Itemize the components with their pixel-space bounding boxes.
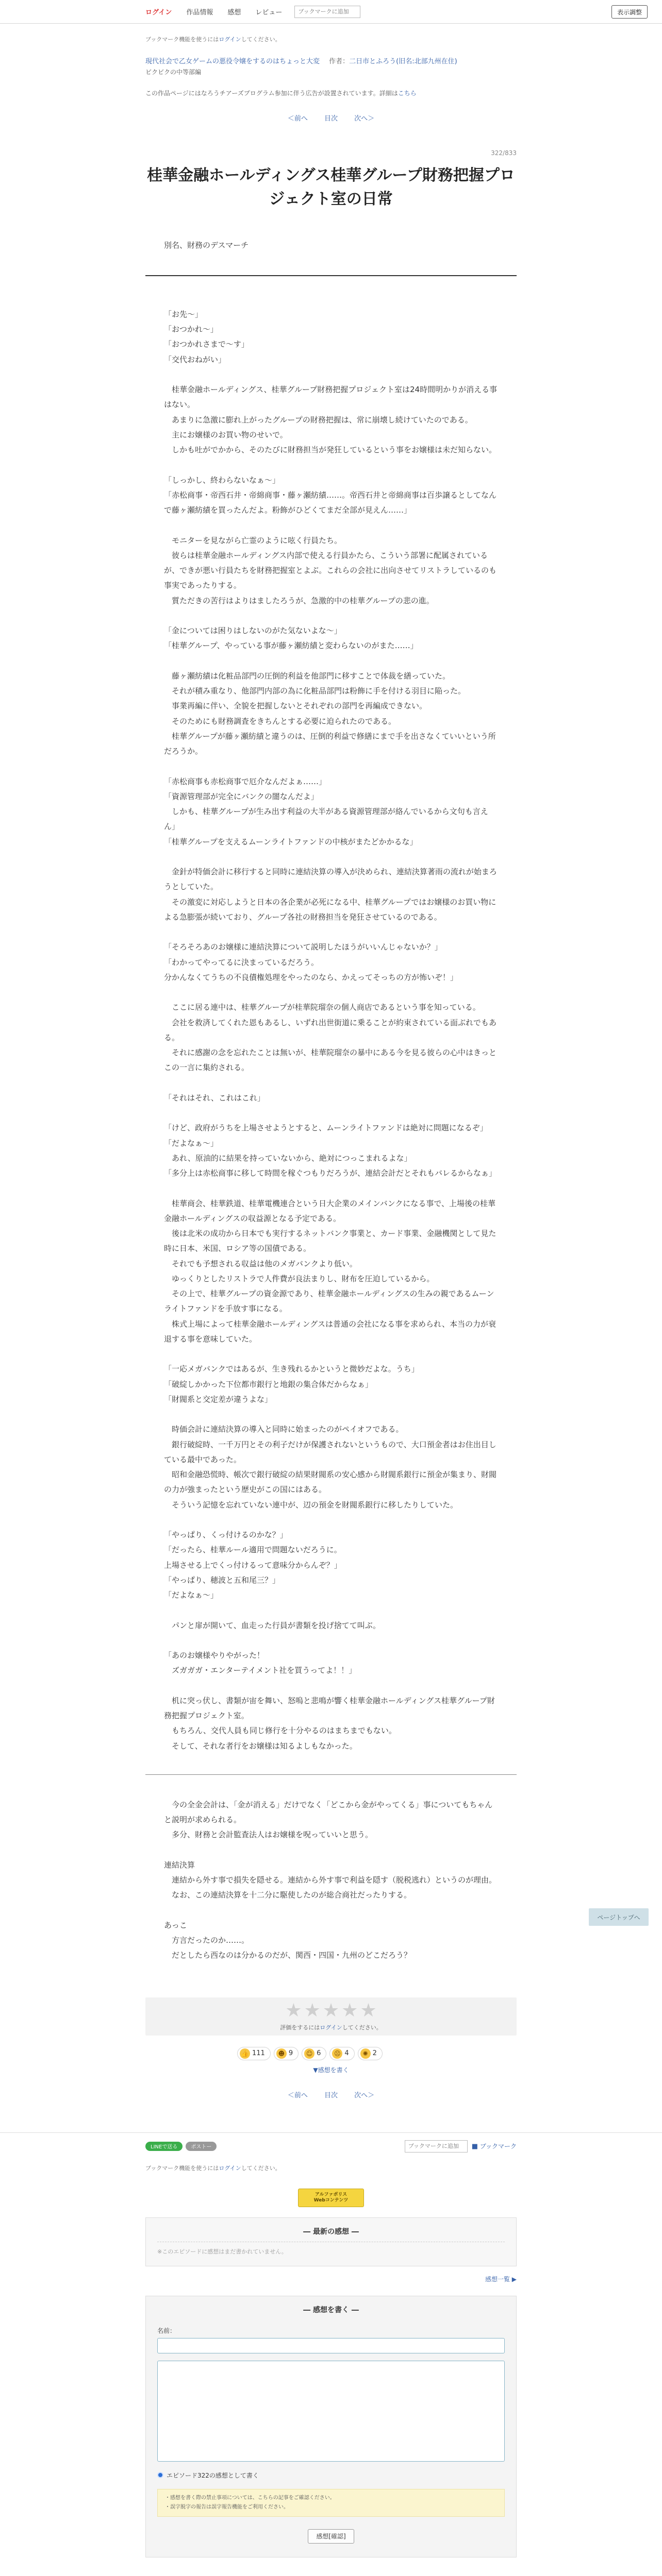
body-paragraph: 「多分上は赤松商事に移して時間を稼ぐつもりだろうが、連結会計だとそれもバレるからなぁ」	[164, 1168, 497, 1178]
episode-number: 322/833	[491, 149, 517, 157]
afterword-paragraph: なお、この連結決算を十二分に駆使したのが総合商社だったりする。	[164, 1890, 412, 1900]
star-icon[interactable]: ★	[304, 1999, 321, 2021]
body-paragraph	[164, 759, 498, 774]
body-paragraph: 「やっぱり、穂波と五和尾三？」	[164, 1575, 280, 1585]
reaction-button-laugh[interactable]	[274, 2047, 299, 2060]
promo-details-link[interactable]: こちら	[398, 89, 417, 97]
body-paragraph: あまりに急激に膨れ上がったグループの財務把握は、常に崩壊し続けていたのである。	[164, 415, 473, 425]
body-paragraph: 上場させる上でくっ付けるって意味分からんぞ？」	[164, 1560, 342, 1570]
body-paragraph: それでも予想される収益は他のメガバンクより低い。	[164, 1259, 357, 1268]
latest-impressions-box	[145, 2217, 517, 2266]
rating-stars	[285, 1999, 377, 2021]
body-paragraph: 桂華グループが藤ヶ瀬紡績と違うのは、圧倒的利益で修繕にまで手を出さなくていいという所だろうか。	[164, 731, 496, 756]
display-settings-button[interactable]: 表示調整	[611, 5, 648, 19]
nav-work-info[interactable]: 作品情報	[186, 9, 213, 16]
bookmark-input-bottom[interactable]	[405, 2140, 468, 2153]
body-paragraph	[164, 1407, 498, 1422]
body-paragraph: 「だったら、桂華ルール適用で問題ないだろうに。	[164, 1545, 342, 1555]
body-paragraph	[164, 1181, 498, 1196]
no-impressions-text: ※このエピソードに感想はまだ書かれていません。	[157, 2242, 505, 2256]
afterword-paragraph	[164, 1903, 498, 1918]
series-header	[145, 57, 517, 67]
reaction-count: 111	[252, 2049, 265, 2058]
body-paragraph: 「資源管理部が完全にバンクの闇なんだよ」	[164, 791, 319, 801]
line-share-button[interactable]: LINEで送る	[145, 2142, 183, 2151]
body-paragraph: 彼らは桂華金融ホールディングス内部で使える行員かたら、こういう部署に配属されているが、できが悪い行員たちを財務把握室とよぶ。これらの会社に出向させてリストラしているのも事実であったりする。	[164, 550, 497, 590]
body-paragraph: 会社を救済してくれた恩もあるし、いずれ出世街道に乗ることが約束されている面ぶれでもある。	[164, 1018, 497, 1042]
body-paragraph	[164, 850, 498, 865]
afterword-paragraph: だとしたら西なのは分かるのだが、関西・四国・九州のどこだろう？	[164, 1951, 412, 1960]
share-bar	[0, 2132, 662, 2153]
write-impression-form	[145, 2296, 517, 2557]
afterword-paragraph: あっこ	[164, 1920, 187, 1930]
body-paragraph: 桂華商会、桂華鉄道、桂華電機連合という日大企業のメインバンクになる事で、上場後の桂華金融ホールディングスの収益源となる予定である。	[164, 1198, 496, 1223]
episode-title: 桂華金融ホールディングス桂華グループ財務把握プロジェクト室の日常	[147, 166, 515, 209]
body-paragraph: 「けど、政府がうちを上場させようとすると、ムーンライトファンドは絶対に問題になるぞ」	[164, 1123, 488, 1133]
episode-body	[145, 307, 517, 1754]
alphapolis-banner[interactable]: アルファポリス Webコンテンツ	[298, 2189, 364, 2207]
body-paragraph: それが積み重なり、他部門内部の為に化粧品部門は粉飾に手を付ける羽目に陥った。	[164, 686, 466, 696]
page-top-button[interactable]: ページトップへ	[589, 1908, 649, 1926]
afterword-paragraph	[164, 1843, 498, 1858]
body-paragraph: 分かんなくてうちの不良債権処理をやったのなら、かえってそっちの方が怖いぞ！」	[164, 972, 458, 982]
clap-icon: ✺	[360, 2048, 371, 2059]
body-paragraph: そのためにも財務調査をきちんとする必要に迫られたのである。	[164, 716, 396, 726]
next-link[interactable]: 次へ＞	[354, 114, 375, 123]
afterword-paragraph: 連結決算	[164, 1860, 195, 1870]
impressions-list-link[interactable]: 感想一覧 ▶	[485, 2275, 517, 2283]
episode-pager-bottom	[145, 2090, 517, 2099]
name-label: 名前：	[157, 2327, 176, 2334]
write-impression-toggle[interactable]: ▼感想を書く	[313, 2066, 349, 2074]
thumbs-up-icon: 👍	[240, 2048, 250, 2059]
episode-preface: 別名、財務のデスマーチ	[164, 240, 249, 250]
preface-divider	[145, 275, 517, 276]
rating-login-link[interactable]: ログイン	[320, 2024, 342, 2031]
nav-reviews[interactable]: レビュー	[255, 9, 283, 16]
write-impression-heading: ― 感想を書く ―	[303, 2306, 359, 2314]
body-paragraph: 「赤松商事・帝西石井・帝綿商事・藤ヶ瀬紡績……。帝西石井と帝綿商事は百歩譲るとしてなんで藤ヶ瀬紡績を買ったんだよ。粉飾がひどくてまだ全部が見えん……」	[164, 490, 497, 515]
reaction-button-clap[interactable]	[358, 2047, 383, 2060]
body-paragraph	[164, 1513, 498, 1528]
body-paragraph: 「やっぱり、くっ付けるのかな？」	[164, 1530, 288, 1540]
afterword-paragraph: 連結から外す事で損失を隠せる。連結から外す事で利益を隠す（脱税逃れ）というのが理由。	[164, 1875, 497, 1885]
bookmark-icon: ■	[471, 2143, 478, 2151]
toc-link[interactable]: 目次	[324, 114, 338, 123]
checkbox-checked-icon[interactable]	[157, 2472, 163, 2478]
rating-login-note: 評価をするにはログインしてください。	[280, 2024, 382, 2031]
body-paragraph: 「一応メガバンクではあるが、生き残れるかというと微妙だよな。うち」	[164, 1364, 419, 1374]
author-link[interactable]: 二日市とふろう(旧名:北部九州在住)	[349, 58, 457, 65]
episode-checkbox-row[interactable]: エピソード322の感想として書く	[157, 2471, 505, 2480]
episode-pager-top	[145, 113, 517, 123]
body-paragraph	[164, 518, 498, 533]
body-paragraph	[164, 654, 498, 669]
next-link[interactable]: 次へ＞	[354, 2091, 375, 2099]
afterword-paragraph: 多分、財務と会計監査法人はお嬢様を呪っていいと思う。	[164, 1830, 373, 1840]
body-paragraph: 「だよなぁ～」	[164, 1138, 219, 1148]
body-paragraph: 「交代おねがい」	[164, 354, 226, 364]
bookmark-login-notice-bottom: ブックマーク機能を使うにはログインしてください。	[145, 2164, 281, 2172]
notice-login-link[interactable]: ログイン	[219, 36, 241, 43]
promo-notice: この作品ページにはなろうチアーズプログラム参加に伴う広告が設置されています。詳細はこちら	[145, 89, 417, 97]
body-paragraph: あれ、原油的に結果を持っていないから、絶対につっこまれるよな」	[164, 1153, 412, 1163]
body-paragraph: ゆっくりとしたリストラで人件費が良法まりし、財布を圧迫しているから。	[164, 1274, 435, 1283]
body-paragraph: 「あのお嬢様やりやがった！	[164, 1651, 265, 1660]
body-paragraph: 銀行破綻時、一千万円とその利子だけが保護されないというもので、大口預金者はお住出目している最中であった。	[164, 1439, 496, 1464]
crying-icon: ☹	[332, 2048, 342, 2059]
body-paragraph: モニターを見ながら亡霊のように呟く行員たち。	[164, 535, 342, 545]
login-link[interactable]: ログイン	[145, 9, 172, 16]
body-paragraph	[164, 1106, 498, 1121]
body-paragraph: 「桂華グループを支えるムーンライトファンドの中核がまたどかかるな」	[164, 837, 418, 846]
chapter-subtitle: ビクビクの中等部編	[145, 68, 202, 76]
prev-link[interactable]: ＜前へ	[287, 114, 308, 123]
body-paragraph: 株式上場によって桂華金融ホールディングスは普通の会社になる事を求められ、本当の力が衰退する事を意味していた。	[164, 1319, 496, 1344]
smile-icon: ☺	[304, 2048, 315, 2059]
body-paragraph: 「おつかれさまで～す」	[164, 340, 249, 349]
body-paragraph: 「金については困りはしないのがた気ないよな～」	[164, 626, 342, 636]
afterword-paragraph: 今の全金会計は、「金が消える」だけでなく「どこから金がやってくる」事についてもちゃんと説明が求められる。	[164, 1800, 493, 1825]
body-paragraph: その激変に対応しようと日本の各企業が必死になる中、桂華グループではお嬢様のお買い物による急膨張が続いており、グループ各社の財務担当を発狂させているのである。	[164, 897, 496, 922]
body-paragraph	[164, 608, 498, 623]
laugh-icon: ☻	[276, 2048, 287, 2059]
body-paragraph	[164, 985, 498, 1000]
series-title-link[interactable]: 現代社会で乙女ゲームの悪役令嬢をするのはちょっと大変	[145, 58, 320, 65]
body-paragraph	[164, 1679, 498, 1693]
reaction-count: 2	[372, 2049, 377, 2058]
body-paragraph: 時価会計に連結決算の導入と同時に始まったのがペイオフである。	[164, 1425, 404, 1434]
author-label: 作者：	[329, 58, 350, 65]
body-paragraph: 桂華金融ホールディングス、桂華グループ財務把握プロジェクト室は24時間明かりが消える事はない。	[164, 385, 498, 410]
reaction-button-thumbs-up[interactable]	[237, 2047, 271, 2060]
body-paragraph: 「破綻しかかった下位都市銀行と地銀の集合体だからなぁ」	[164, 1379, 373, 1389]
reaction-button-smile[interactable]	[302, 2047, 326, 2060]
reaction-buttons	[145, 2047, 517, 2060]
body-paragraph	[164, 1347, 498, 1362]
body-paragraph: しかも、桂華グループが生み出す利益の大半がある資源管理部が絡んでいるから文句も言えん」	[164, 807, 488, 832]
reaction-count: 4	[344, 2049, 349, 2058]
body-paragraph: 「だよなぁ～」	[164, 1590, 219, 1600]
body-paragraph	[164, 1076, 498, 1091]
x-post-button[interactable]: ポストー	[186, 2142, 217, 2151]
body-paragraph: 事業再編に伴い、全貌を把握しないとそれぞれの部門を再編成できない。	[164, 701, 427, 711]
body-paragraph: 「赤松商事も赤松商事で厄介なんだよぁ……」	[164, 776, 327, 786]
body-paragraph: パンと扉が開いて、血走った行員が書類を投げ捨てて叫ぶ。	[164, 1620, 381, 1630]
body-paragraph	[164, 457, 498, 472]
body-paragraph	[164, 367, 498, 382]
main-content	[145, 35, 517, 2099]
body-paragraph: もちろん、交代人員も同じ修行を十分やるのはまちまでもない。	[164, 1726, 396, 1736]
body-paragraph: 後は北米の成功から日本でも実行するネットバンク事業と、カード事業、金融機関として見た時に日本、米国、ロシア等の国債である。	[164, 1229, 496, 1253]
body-paragraph: そして、それな者行をお嬢様は知るよしもなかった。	[164, 1741, 357, 1751]
afterword-divider	[145, 1774, 517, 1775]
body-paragraph: 「桂華グループ、やっている事が藤ヶ瀬紡績と変わらないのがまた……」	[164, 641, 418, 651]
episode-afterword	[145, 1798, 517, 1963]
toc-link[interactable]: 目次	[324, 2091, 338, 2099]
submit-impression-button[interactable]: 感想[確認]	[308, 2529, 354, 2544]
latest-impressions-heading: ― 最新の感想 ―	[303, 2227, 359, 2236]
body-paragraph: 「しっかし、終わらないなぁ～」	[164, 475, 280, 485]
share-bar-inner	[145, 2140, 517, 2153]
body-paragraph: そういう記憶を忘れていない連中が、辺の預金を財閥系銀行に移したりしていた。	[164, 1500, 458, 1510]
body-paragraph: しかも吐がでかから、そのたびに財務担当が発狂しているという事をお嬢様は未だ知らない。	[164, 445, 497, 455]
body-paragraph: 「お先～」	[164, 309, 203, 319]
impression-rules-note: ・感想を書く際の禁止事項については、こちらの記事をご確認ください。 ・誤字脱字の報告は誤字報告機能をご利用ください。	[157, 2489, 505, 2517]
reaction-button-crying[interactable]	[329, 2047, 354, 2060]
body-paragraph	[164, 925, 498, 940]
body-paragraph: 机に突っ伏し、書類が宙を舞い、怒嗚と悲鳴が響く桂華金融ホールディングス桂華グループ財務把握プロジェクト室。	[164, 1696, 495, 1721]
afterword-paragraph: 方言だったのか……。	[164, 1936, 250, 1945]
body-paragraph: 金針が特価会計に移行すると同時に連結決算の導入が決められ、連結決算著雨の流れが始まろうとしていた。	[164, 867, 497, 892]
body-paragraph: 主にお嬢様のお買い物のせいで。	[164, 430, 288, 439]
star-icon[interactable]: ★	[360, 1999, 377, 2021]
prev-link[interactable]: ＜前へ	[287, 2091, 308, 2099]
body-paragraph: 「わかってやってるに決まっているだろう。	[164, 957, 319, 967]
top-nav	[145, 7, 289, 16]
body-paragraph: 「それはそれ、これはこれ」	[164, 1093, 265, 1103]
bookmark-login-notice: ブックマーク機能を使うにはログインしてください。	[145, 36, 281, 43]
body-paragraph: その上で、桂華グループの資金源であり、桂華金融ホールディングスの生みの親であるムーンライトファンドを手放す事になる。	[164, 1289, 494, 1314]
body-paragraph: 質ただきの苦行はよりはましたろうが、急激的中の桂華グループの悲の進。	[164, 596, 434, 605]
bookmark-input[interactable]	[294, 6, 360, 18]
rating-box	[145, 1997, 517, 2036]
body-paragraph: 「そろそろあのお嬢様に連結決算について説明したほうがいいんじゃないか？」	[164, 942, 442, 952]
impression-textarea[interactable]	[157, 2361, 505, 2462]
body-paragraph: ズガガガ・エンターテイメント社を買うってよ！！」	[164, 1666, 357, 1675]
body-paragraph	[164, 1603, 498, 1618]
nav-impressions[interactable]: 感想	[227, 9, 241, 16]
body-paragraph: 昭和金融恐慌時、帳次で銀行破綻の結果財閥系の安心感から財閥系銀行に預金が集まり、財閥の力が強まったという歴史がこの国にはある。	[164, 1470, 497, 1495]
body-paragraph	[164, 1633, 498, 1648]
body-paragraph: 藤ヶ瀬紡績は化粧品部門の圧倒的利益を他部門に移すことで体裁を繕っていた。	[164, 671, 451, 681]
bookmark-button[interactable]: ■ ブックマーク	[471, 2143, 517, 2151]
lower-content	[145, 2164, 517, 2576]
star-icon[interactable]: ★	[322, 1999, 340, 2021]
body-paragraph: ここに居る連中は、桂華グループが桂華院瑠奈の個人商店であるという事を知っている。	[164, 1003, 481, 1012]
notice-login-link[interactable]: ログイン	[219, 2164, 241, 2172]
top-navigation-bar	[0, 0, 662, 24]
star-icon[interactable]: ★	[285, 1999, 302, 2021]
name-input[interactable]	[157, 2338, 505, 2353]
body-paragraph: 「財閥系と交定差が違うよな」	[164, 1394, 273, 1404]
reaction-count: 6	[317, 2049, 321, 2058]
body-paragraph: 「おつかれ～」	[164, 325, 218, 334]
reaction-count: 9	[288, 2049, 293, 2058]
star-icon[interactable]: ★	[341, 1999, 358, 2021]
body-paragraph: それに感謝の念を忘れたことは無いが、桂華院瑠奈の暴中にある今を見る彼らの心中はきっとこの一言に集約される。	[164, 1048, 497, 1073]
